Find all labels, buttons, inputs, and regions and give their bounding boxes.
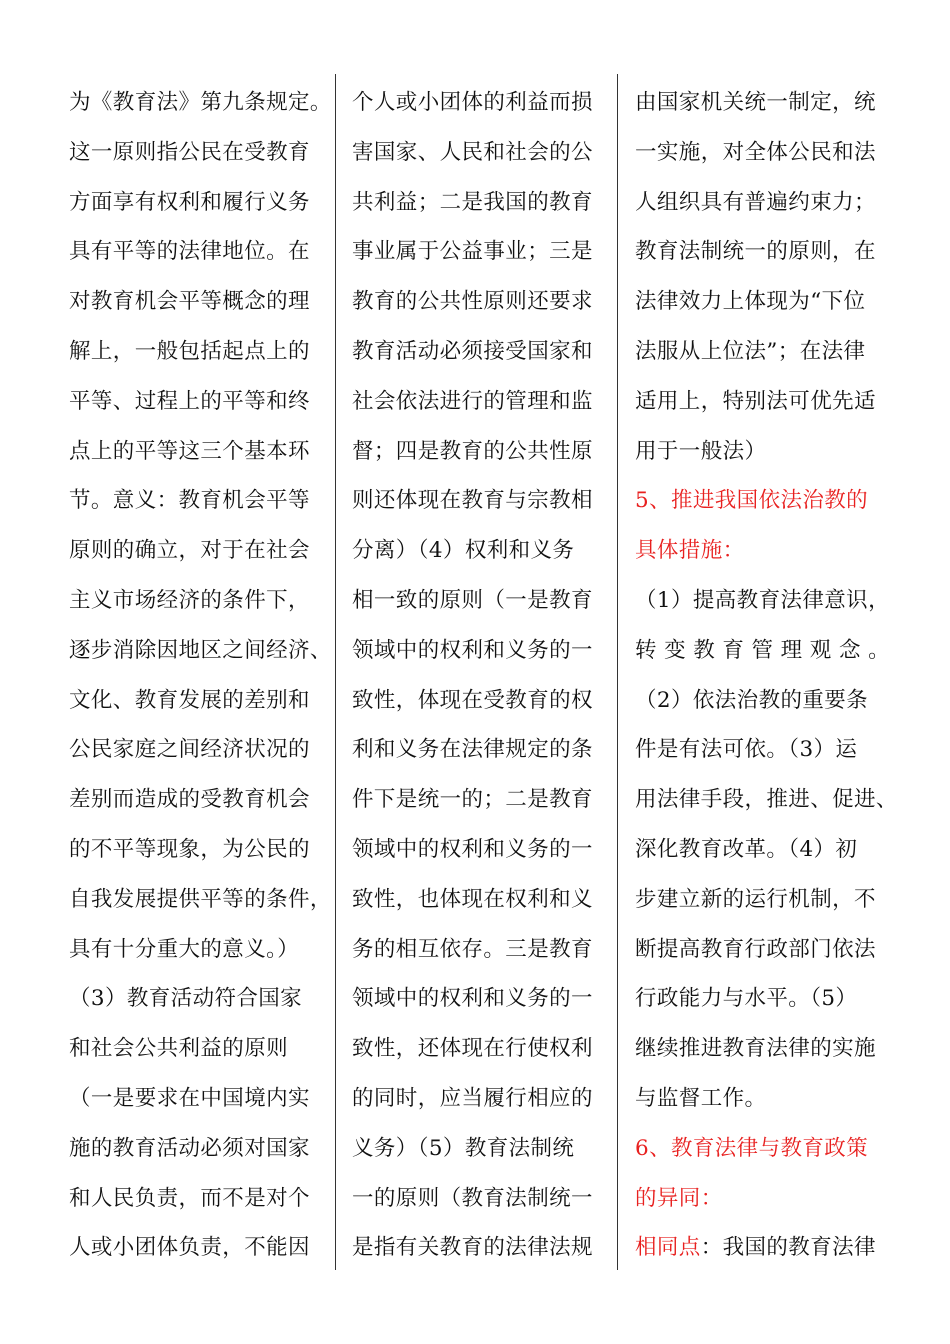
section-heading: 6、教育法律与教育政策 xyxy=(635,1135,869,1161)
column-divider-1 xyxy=(335,74,336,1270)
text-line: 这一原则指公民在受教育 xyxy=(69,139,310,165)
text-line: 差别而造成的受教育机会 xyxy=(69,787,310,813)
text-column-3 xyxy=(635,78,905,1273)
text-line: 和人民负责，而不是对个 xyxy=(69,1185,310,1211)
text-line: 人组织具有普遍约束力； xyxy=(635,189,876,215)
text-line: 个人或小团体的利益而损 xyxy=(352,90,593,115)
text-line: 自我发展提供平等的条件， xyxy=(69,886,332,912)
text-line: 务的相互依存。三是教育 xyxy=(352,936,593,962)
text-line: 用于一般法） xyxy=(635,438,767,464)
text-line: 义务）（5）教育法制统 xyxy=(352,1135,575,1161)
text-line: 为《教育法》第九条规定。 xyxy=(69,90,332,115)
text-line: 文化、教育发展的差别和 xyxy=(69,687,310,713)
text-line: 和社会公共利益的原则 xyxy=(69,1036,289,1062)
section-heading: 的异同： xyxy=(635,1185,723,1211)
text-line: 方面享有权利和履行义务 xyxy=(69,189,310,215)
text-line: 分离）（4）权利和义务 xyxy=(352,538,575,564)
text-line: 相一致的原则（一是教育 xyxy=(352,587,593,613)
text-line: 一实施，对全体公民和法 xyxy=(635,139,876,165)
text-line: 逐步消除因地区之间经济、 xyxy=(69,637,332,663)
highlight-term: 相同点 xyxy=(635,1235,701,1261)
text-line: 用法律手段，推进、促进、 xyxy=(635,787,898,813)
text-line: 适用上，特别法可优先适 xyxy=(635,388,876,414)
text-line: 断提高教育行政部门依法 xyxy=(635,936,876,962)
text-line: 深化教育改革。（4）初 xyxy=(635,836,858,862)
text-line: 与监督工作。 xyxy=(635,1085,767,1111)
text-line: （3）教育活动符合国家 xyxy=(69,986,303,1012)
text-line: 公民家庭之间经济状况的 xyxy=(69,737,310,763)
text-line: 督；四是教育的公共性原 xyxy=(352,438,593,464)
text-line: 由国家机关统一制定，统 xyxy=(635,90,876,115)
text-line: 具有十分重大的意义。） xyxy=(69,936,300,962)
text-line: 致性，也体现在权利和义 xyxy=(352,886,593,912)
text-line: 事业属于公益事业；三是 xyxy=(352,239,593,265)
text-line: （一是要求在中国境内实 xyxy=(69,1085,310,1111)
text-line: 对教育机会平等概念的理 xyxy=(69,289,310,315)
text-line: （1）提高教育法律意识， xyxy=(635,587,890,613)
text-line: 转 变 教 育 管 理 观 念 。 xyxy=(635,637,890,663)
text-fragment: ：我国的教育法律 xyxy=(700,1235,876,1261)
text-line: 的同时，应当履行相应的 xyxy=(352,1085,593,1111)
text-line: 教育活动必须接受国家和 xyxy=(352,338,593,364)
section-heading: 5、推进我国依法治教的 xyxy=(635,488,869,514)
text-line: 平等、过程上的平等和终 xyxy=(69,388,310,414)
text-line: 利和义务在法律规定的条 xyxy=(352,737,593,763)
text-line: 点上的平等这三个基本环 xyxy=(69,438,310,464)
text-line: 主义市场经济的条件下， xyxy=(69,587,310,613)
text-line: 具有平等的法律地位。在 xyxy=(69,239,310,265)
text-line: 施的教育活动必须对国家 xyxy=(69,1135,310,1161)
text-line xyxy=(635,1223,905,1273)
text-line: 人或小团体负责，不能因 xyxy=(69,1235,310,1261)
text-line: 件下是统一的；二是教育 xyxy=(352,787,593,813)
text-line: 社会依法进行的管理和监 xyxy=(352,388,593,414)
text-line: 害国家、人民和社会的公 xyxy=(352,139,593,165)
text-line: 继续推进教育法律的实施 xyxy=(635,1036,876,1062)
text-line: 法服从上位法”；在法律 xyxy=(635,338,866,364)
text-line: 领域中的权利和义务的一 xyxy=(352,836,593,862)
text-column-1 xyxy=(69,78,331,1273)
text-line: 节。意义：教育机会平等 xyxy=(69,488,310,514)
text-line: 行政能力与水平。（5） xyxy=(635,986,858,1012)
text-line: 件是有法可依。（3）运 xyxy=(635,737,858,763)
text-line: 解上，一般包括起点上的 xyxy=(69,338,310,364)
text-line: 的不平等现象，为公民的 xyxy=(69,836,310,862)
text-line: 领域中的权利和义务的一 xyxy=(352,986,593,1012)
text-line: 致性，还体现在行使权利 xyxy=(352,1036,593,1062)
text-line: 一的原则（教育法制统一 xyxy=(352,1185,593,1211)
text-line: 原则的确立，对于在社会 xyxy=(69,538,310,564)
text-line: 步建立新的运行机制，不 xyxy=(635,886,876,912)
section-heading: 具体措施： xyxy=(635,538,745,564)
text-column-2 xyxy=(352,78,614,1273)
text-line: （2）依法治教的重要条 xyxy=(635,687,869,713)
text-line: 共利益；二是我国的教育 xyxy=(352,189,593,215)
text-line: 则还体现在教育与宗教相 xyxy=(352,488,593,514)
text-line: 致性，体现在受教育的权 xyxy=(352,687,593,713)
text-line: 领域中的权利和义务的一 xyxy=(352,637,593,663)
text-line: 教育法制统一的原则，在 xyxy=(635,239,876,265)
text-line: 是指有关教育的法律法规 xyxy=(352,1235,593,1261)
text-line: 教育的公共性原则还要求 xyxy=(352,289,593,315)
column-divider-2 xyxy=(617,74,618,1270)
text-line: 法律效力上体现为“下位 xyxy=(635,289,866,315)
